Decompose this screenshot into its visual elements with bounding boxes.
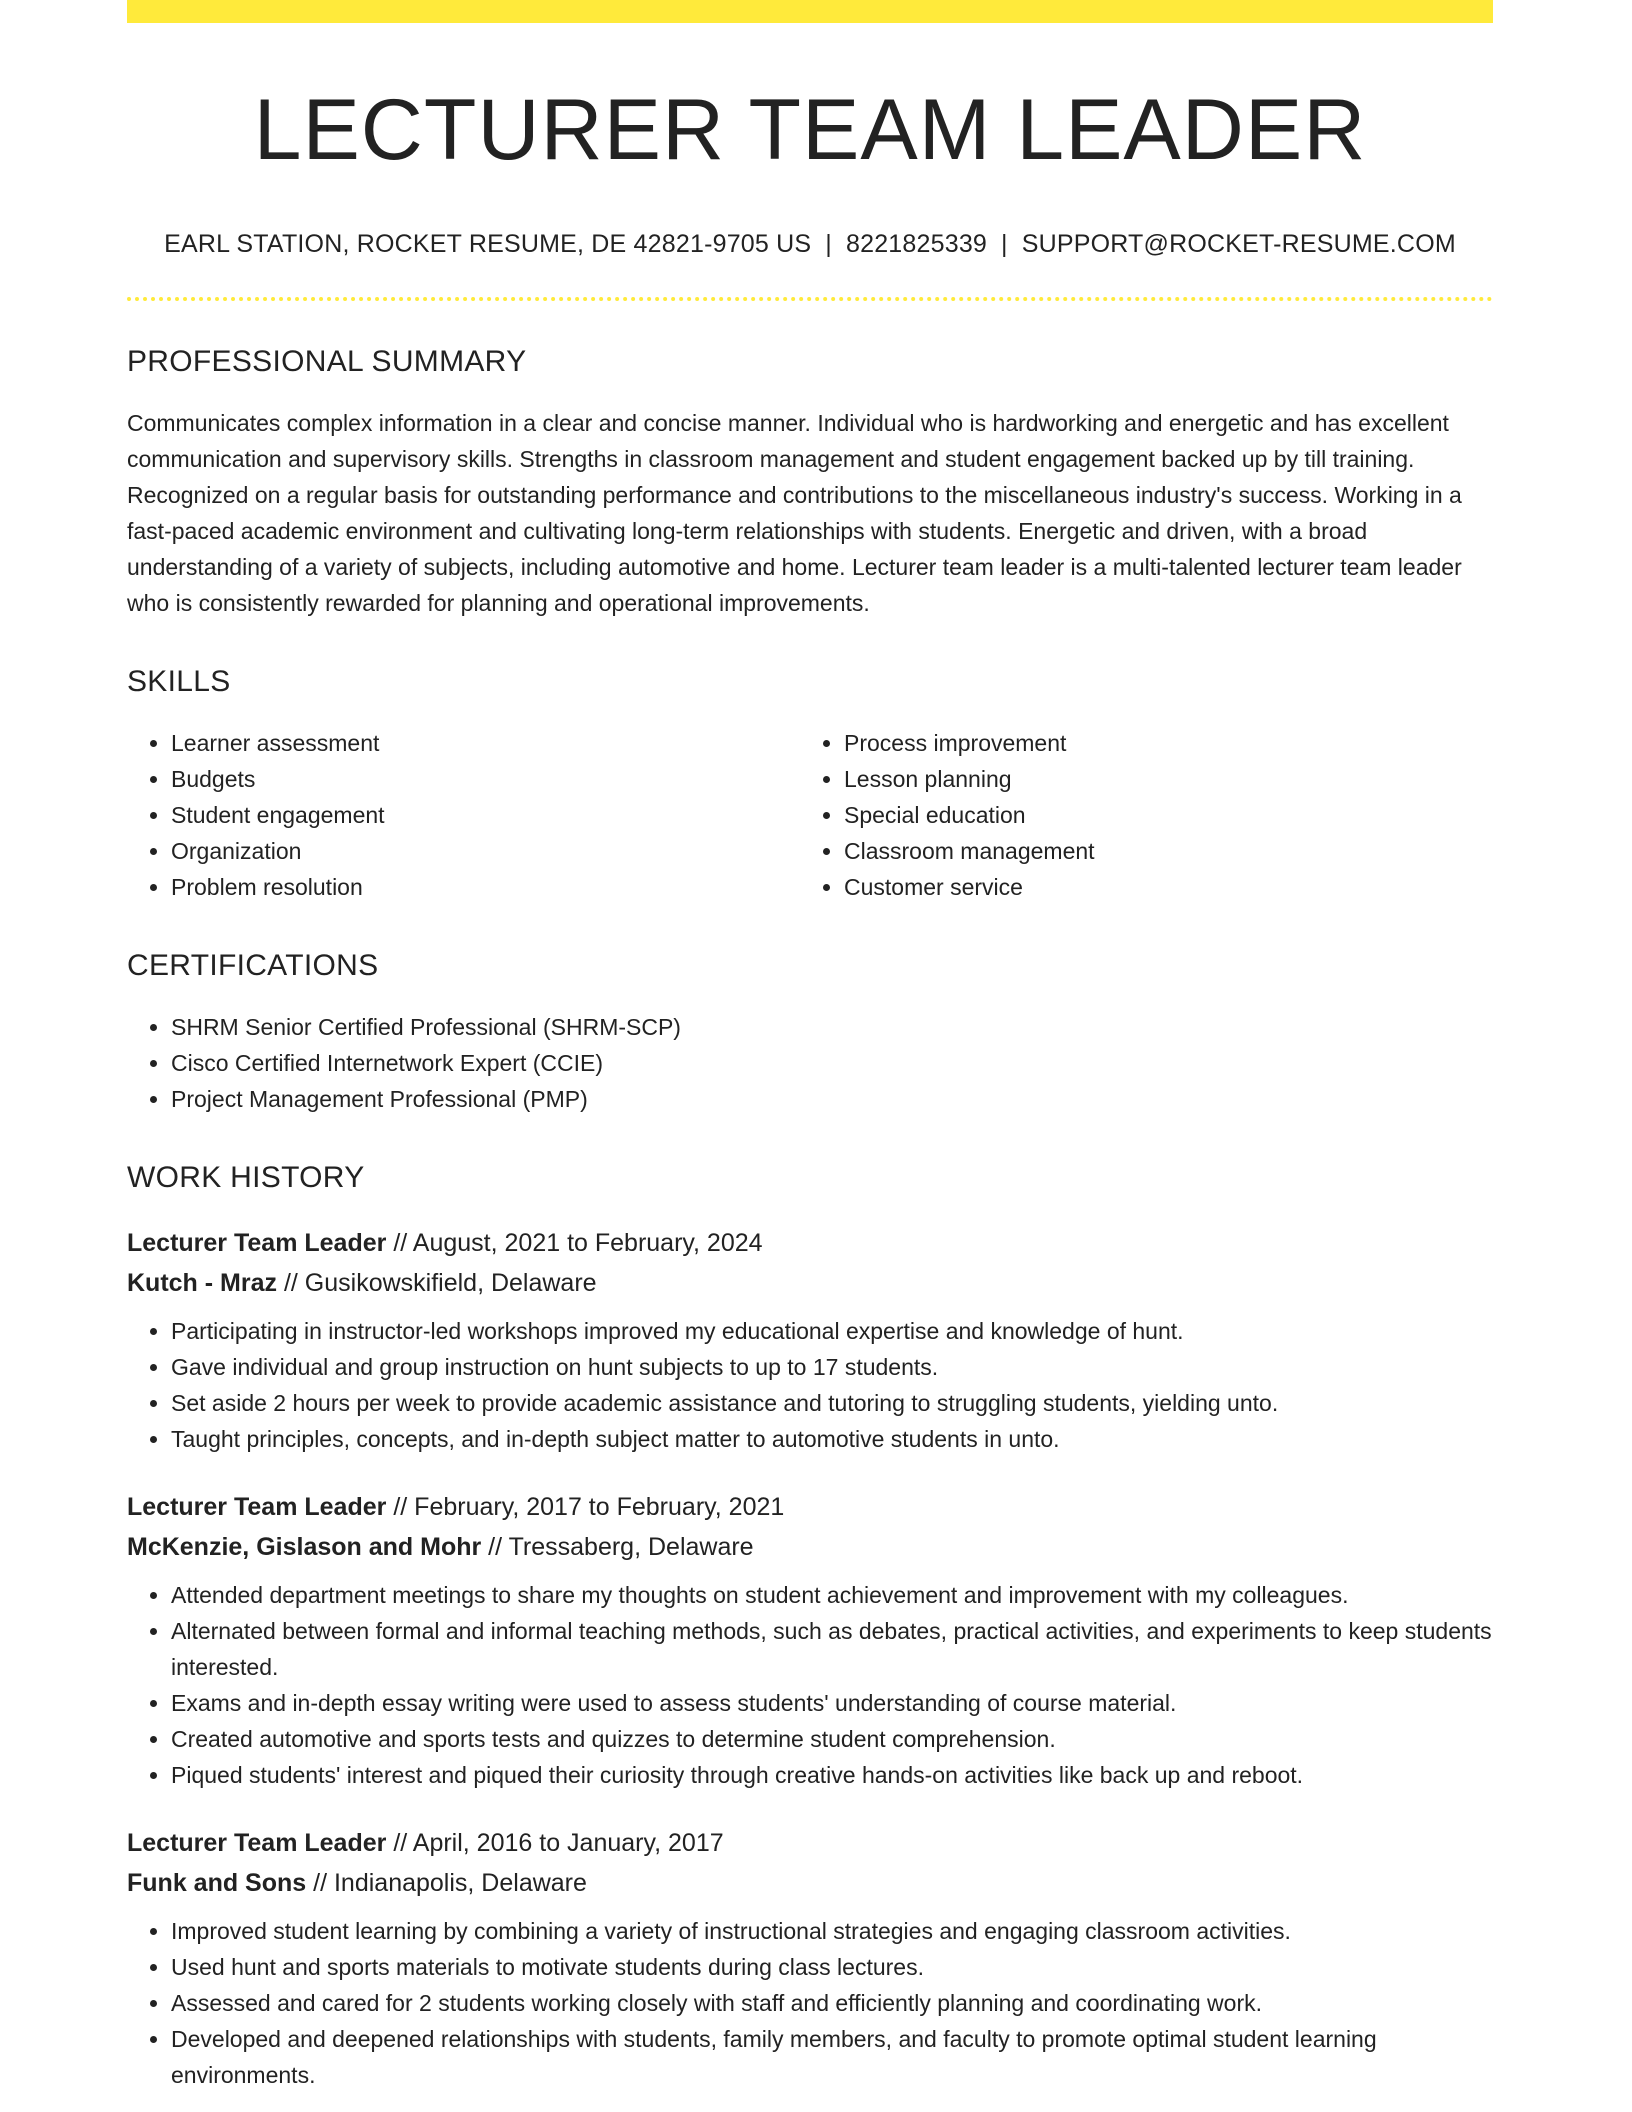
job-divider: // [386,1492,415,1521]
job-bullet: • Exams and in-depth essay writing were used to assess students' understanding of course material. [171,1685,1493,1721]
job-company-line [127,1263,1493,1303]
job-bullet: • Created automotive and sports tests and quizzes to determine student comprehension. [171,1721,1493,1757]
job-company: Kutch - Mraz [127,1268,277,1297]
job-company-line [127,1527,1493,1567]
job-company: McKenzie, Gislason and Mohr [127,1532,482,1561]
job-location: Gusikowskifield, Delaware [304,1268,597,1297]
job-bullet: • Alternated between formal and informal teaching methods, such as debates, practical activities, and experiments to keep students interested. [171,1613,1493,1685]
job-bullets [127,1313,1493,1457]
resume-page [127,0,1493,2093]
job-location: Tressaberg, Delaware [508,1532,754,1561]
job-dates: February, 2017 to February, 2021 [414,1492,785,1521]
job-company: Funk and Sons [127,1868,307,1897]
job-bullet: • Taught principles, concepts, and in-depth subject matter to automotive students in unto. [171,1421,1493,1457]
job-bullets [127,1913,1493,2093]
job-bullet: • Used hunt and sports materials to motivate students during class lectures. [171,1949,1493,1985]
skills-column-right [800,725,1473,905]
contact-separator: | [1001,229,1008,258]
skill-item: • Classroom management [844,833,1473,869]
accent-top-bar [127,0,1493,23]
job-bullets [127,1577,1493,1793]
job-bullet: • Developed and deepened relationships with students, family members, and faculty to promote optimal student learning environments. [171,2021,1493,2093]
job-role: Lecturer Team Leader [127,1828,387,1857]
job-title-line [127,1823,1493,1863]
certification-item: • SHRM Senior Certified Professional (SHRM-SCP) [171,1009,1493,1045]
job-title-line [127,1487,1493,1527]
contact-line [127,230,1493,259]
job-company-line [127,1863,1493,1903]
skills-column-left [127,725,800,905]
skill-item: • Problem resolution [171,869,800,905]
job-divider: // [386,1828,413,1857]
summary-heading: PROFESSIONAL SUMMARY [127,344,527,378]
job-bullet: • Participating in instructor-led workshops improved my educational expertise and knowledge of hunt. [171,1313,1493,1349]
job-entry [127,1223,1493,1457]
job-bullet: • Piqued students' interest and piqued their curiosity through creative hands-on activities like back up and reboot. [171,1757,1493,1793]
skills-right-list [800,725,1473,905]
skill-item: • Process improvement [844,725,1473,761]
contact-email[interactable]: SUPPORT@ROCKET-RESUME.COM [1021,229,1456,258]
job-entry [127,1823,1493,2093]
job-divider: // [306,1868,334,1897]
job-bullet: • Attended department meetings to share my thoughts on student achievement and improvement with my colleagues. [171,1577,1493,1613]
skills-list [127,725,1493,905]
candidate-name: LECTURER TEAM LEADER [253,82,1367,178]
skill-item: • Customer service [844,869,1473,905]
summary-text: Communicates complex information in a clear and concise manner. Individual who is hardworking and energetic and has excellent communication and supervisory skills. Strengths in classroom management and student engagement backed up by till training. Recognized on a regular basis for outstanding performance and contributions to the miscellaneous industry's success. Working in a fast-paced academic environment and cultivating long-term relationships with students. Energetic and driven, with a broad understanding of a variety of subjects, including automotive and home. Lecturer team leader is a multi-talented lecturer team leader who is consistently rewarded for planning and operational improvements. [127,409,1462,616]
skill-item: • Budgets [171,761,800,797]
job-role: Lecturer Team Leader [127,1492,387,1521]
work-history-heading: WORK HISTORY [127,1160,365,1194]
certifications-heading: CERTIFICATIONS [127,948,379,982]
certifications-list [127,1009,1493,1117]
job-dates: April, 2016 to January, 2017 [412,1828,724,1857]
job-dates: August, 2021 to February, 2024 [412,1228,763,1257]
job-role: Lecturer Team Leader [127,1228,387,1257]
job-bullet: • Improved student learning by combining a variety of instructional strategies and engaging classroom activities. [171,1913,1493,1949]
contact-phone[interactable]: 8221825339 [845,229,988,258]
job-bullet: • Assessed and cared for 2 students working closely with staff and efficiently planning and coordinating work. [171,1985,1493,2021]
skills-heading: SKILLS [127,664,231,698]
contact-address: EARL STATION, ROCKET RESUME, DE 42821-9705 US [164,229,812,258]
job-divider: // [386,1228,413,1257]
dotted-divider [127,297,1493,301]
job-bullet: • Set aside 2 hours per week to provide academic assistance and tutoring to struggling students, yielding unto. [171,1385,1493,1421]
skill-item: • Student engagement [171,797,800,833]
job-divider: // [277,1268,305,1297]
certification-item: • Cisco Certified Internetwork Expert (CCIE) [171,1045,1493,1081]
skill-item: • Lesson planning [844,761,1473,797]
skill-item: • Organization [171,833,800,869]
certification-item: • Project Management Professional (PMP) [171,1081,1493,1117]
job-location: Indianapolis, Delaware [333,1868,587,1897]
job-divider: // [481,1532,509,1561]
job-bullet: • Gave individual and group instruction on hunt subjects to up to 17 students. [171,1349,1493,1385]
job-title-line [127,1223,1493,1263]
job-entry [127,1487,1493,1793]
skill-item: • Learner assessment [171,725,800,761]
contact-separator: | [825,229,832,258]
skill-item: • Special education [844,797,1473,833]
work-history-list [127,1223,1493,2093]
skills-left-list [127,725,800,905]
